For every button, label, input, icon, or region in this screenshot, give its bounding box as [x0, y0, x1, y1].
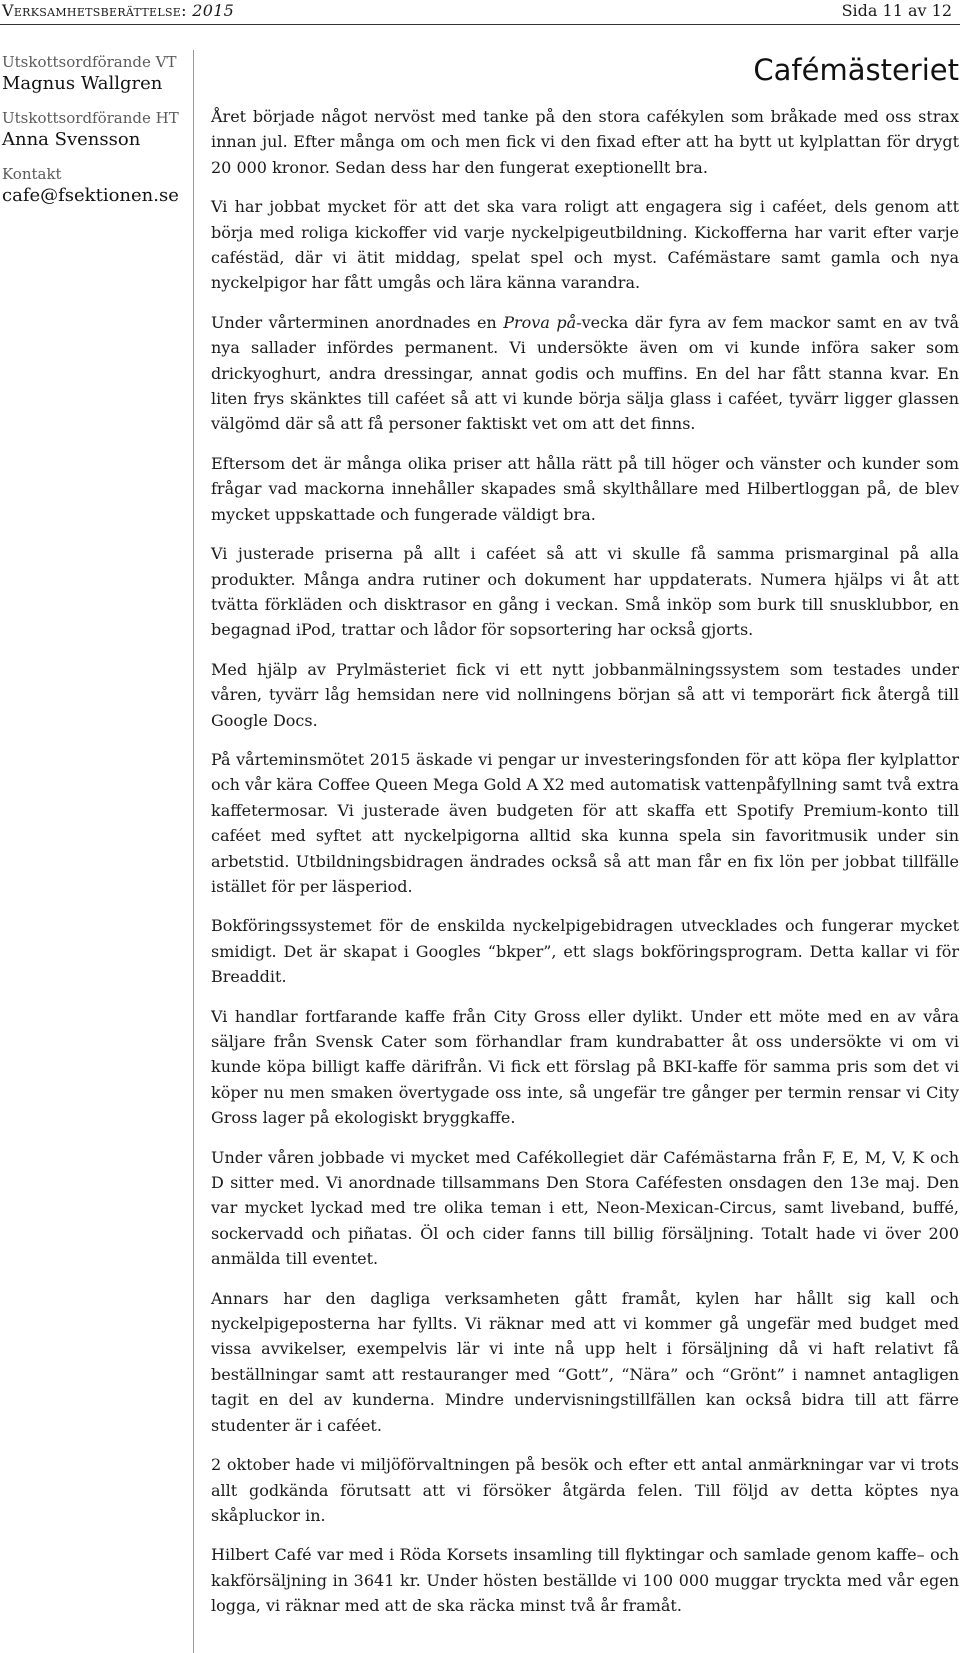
paragraph: Bokföringssystemet för de enskilda nyckelpigebidragen utvecklades och fungerar mycket smidigt. Det är skapat i Googles “bkper”, ett slags bokföringsprogram. Detta kallar vi för Breaddit. — [211, 916, 959, 987]
page-number: Sida 11 av 12 — [841, 1, 952, 20]
paragraph-text: Under vårterminen anordnades en — [211, 312, 504, 332]
sidebar-value-chair-vt: Magnus Wallgren — [2, 73, 163, 94]
paragraph — [211, 310, 959, 437]
paragraph: Annars har den dagliga verksamheten gått framåt, kylen har hållt sig kall och nyckelpigeposterna har fyllts. Vi räknar med att vi kommer gå ungefär med budget med vissa avvikelser, exempelvis lär vi inte nå upp helt i försäljning då vi haft relativt få beställningar samt att restauranger med “Gott”, “Nära” och “Grönt” i namnet antagligen tagit en del av kunderna. Mindre undervisningstillfällen kan också bidra till att färre studenter är i caféet. — [211, 1288, 959, 1435]
paragraph: På vårteminsmötet 2015 äskade vi pengar ur investeringsfonden för att köpa fler kylplattor och vår kära Coffee Queen Mega Gold A X2 med automatisk vattenpåfyllning samt två extra kaffetermosar. Vi justerade även budgeten för att skaffa ett Spotify Premium-konto till caféet med syftet att nyckelpigorna alltid ska kunna spela sin favoritmusik under sin arbetstid. Utbildningsbidragen ändrades också så att man får en fix lön per jobbat tillfälle istället för per läsperiod. — [211, 749, 959, 896]
document-title-prefix: Verksamhetsberättelse: — [2, 1, 187, 20]
sidebar-label-chair-ht: Utskottsordförande HT — [2, 109, 179, 127]
paragraph: Vi justerade priserna på allt i caféet så att vi skulle få samma prismarginal på alla produkter. Många andra rutiner och dokument har uppdaterats. Numera hjälps vi åt att tvätta förkläden och disktrasor en gång i veckan. Små inköp som burk till snusklubbor, en begagnad iPod, trattar och lådor för sopsortering har också gjorts. — [211, 544, 959, 640]
sidebar-label-chair-vt: Utskottsordförande VT — [2, 53, 177, 71]
paragraph: Vi handlar fortfarande kaffe från City Gross eller dylikt. Under ett möte med en av våra säljare från Svensk Cater som förhandlar fram kundrabatter åt oss undersökte vi om vi kunde köpa billigt kaffe därifrån. Vi fick ett förslag på BKI-kaffe för samma pris som det vi köper nu men smaken övertygade oss inte, så ungefär tre gånger per termin rensar vi City Gross lager på ekologiskt bryggkaffe. — [211, 1006, 959, 1128]
paragraph: Eftersom det är många olika priser att hålla rätt på till höger och vänster och kunder som frågar vad mackorna innehåller skapades små skylthållare med Hilbertloggan på, de blev mycket uppskattade och fungerade väldigt bra. — [211, 453, 959, 524]
paragraph-text: -vecka där fyra av fem mackor samt en av två nya sallader infördes permanent. Vi undersökte även om vi kunde införa saker som drickyoghurt, andra dressingar, annat godis och muffins. En del har fått stanna kvar. En liten frys skänktes till caféet så att vi kunde börja sälja glass i caféet, tyvärr ligger glassen välgömd där så att få personer faktiskt vet om att det finns. — [211, 312, 959, 434]
paragraph: Året började något nervöst med tanke på den stora cafékylen som bråkade med oss strax innan jul. Efter många om och men fick vi den fixad efter att ha bytt ut kylplattan för drygt 20 000 kronor. Sedan dess har den fungerat exeptionellt bra. — [211, 107, 959, 177]
page-header — [0, 0, 960, 25]
paragraph: Vi har jobbat mycket för att det ska vara roligt att engagera sig i caféet, dels genom att börja med roliga kickoffer vid varje nyckelpigeutbildning. Kickofferna har varit efter varje caféstäd, där vi ätit middag, spelat spel och myst. Cafémästare samt gamla och nya nyckelpigor har fått umgås och lära känna varandra. — [211, 197, 959, 293]
sidebar-label-contact: Kontakt — [2, 165, 62, 183]
main-content — [211, 46, 959, 1633]
document-year: 2015 — [192, 1, 235, 20]
paragraph: Hilbert Café var med i Röda Korsets insamling till flyktingar och samlade genom kaffe– och kakförsäljning in 3641 kr. Under hösten beställde vi 100 000 muggar tryckta med vår egen logga, vi räknar med att de ska räcka minst två år framåt. — [211, 1545, 959, 1616]
section-title: Cafémästeriet — [753, 53, 959, 87]
paragraph: Med hjälp av Prylmästeriet fick vi ett nytt jobbanmälningssystem som testades under våren, tyvärr låg hemsidan nere vid nollningens början så att vi temporärt fick återgå till Google Docs. — [211, 659, 959, 730]
sidebar — [0, 52, 186, 220]
paragraph: 2 oktober hade vi miljöförvaltningen på besök och efter ett antal anmärkningar var vi trots allt godkända förutsatt att vi försöker åtgärda felen. Till följd av detta köptes nya skåpluckor in. — [211, 1455, 959, 1525]
column-divider — [193, 50, 194, 1653]
sidebar-value-contact-email: cafe@fsektionen.se — [2, 185, 179, 206]
document-title — [2, 1, 234, 20]
sidebar-value-chair-ht: Anna Svensson — [2, 129, 141, 150]
paragraph-emphasis: Prova på — [503, 312, 577, 332]
paragraph: Under våren jobbade vi mycket med Cafékollegiet där Cafémästarna från F, E, M, V, K och D sitter med. Vi anordnade tillsammans Den Stora Caféfesten onsdagen den 13e maj. Den var mycket lyckad med tre olika teman i ett, Neon-Mexican-Circus, samt liveband, buffé, sockervadd och piñatas. Öl och cider fanns till billig försäljning. Totalt hade vi över 200 anmälda till eventet. — [211, 1147, 959, 1269]
